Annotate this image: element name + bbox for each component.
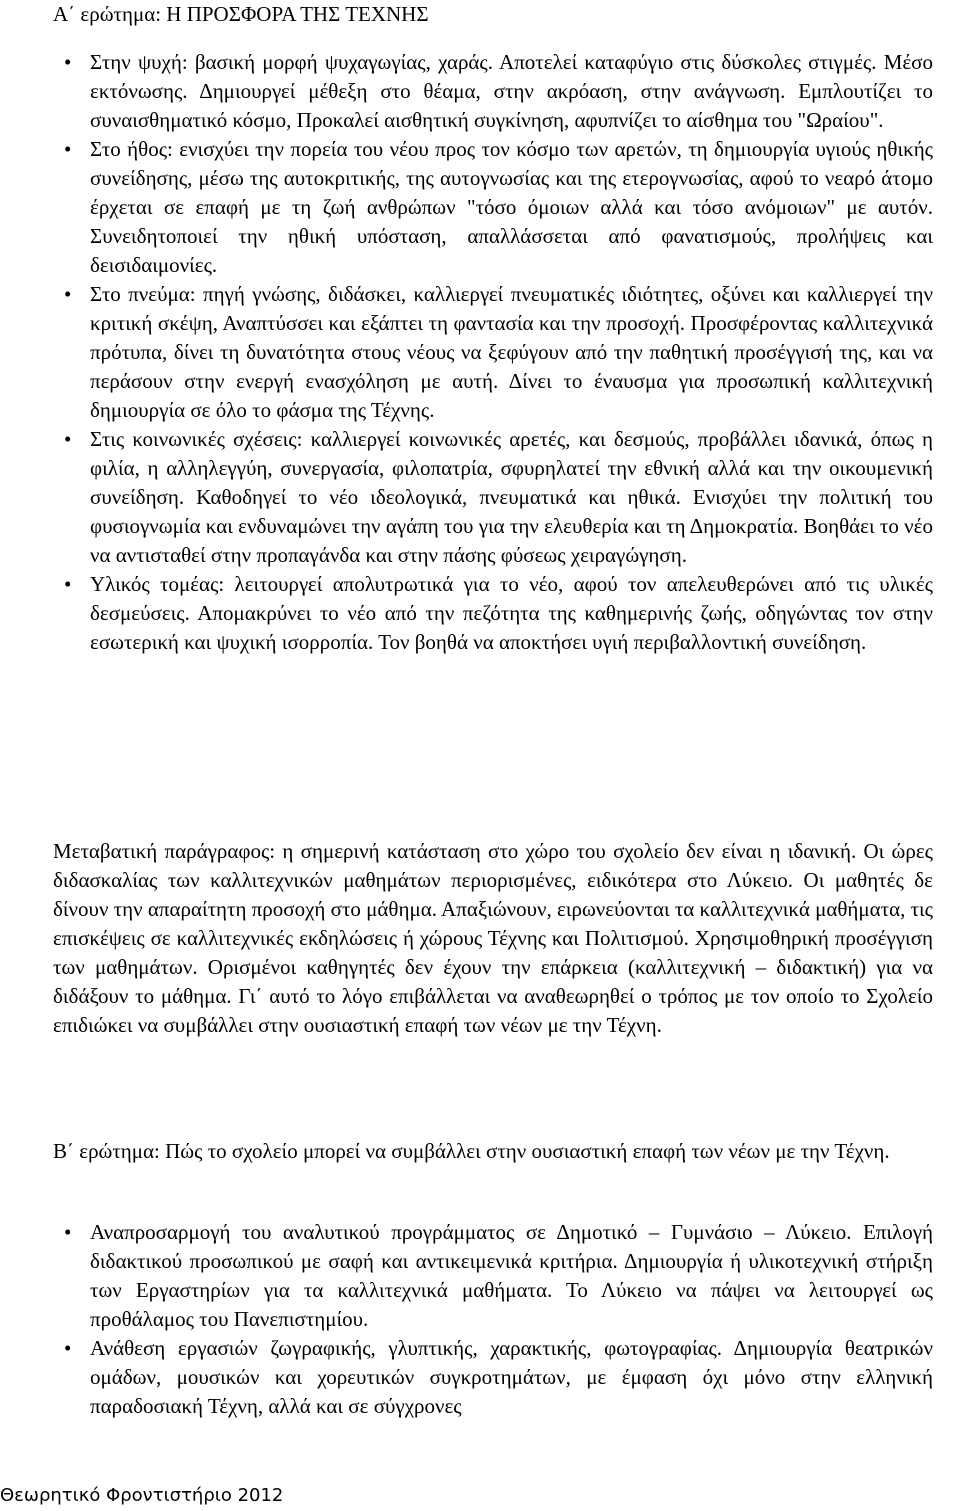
bullet-icon: • — [64, 282, 72, 306]
bullet-icon: • — [64, 1220, 72, 1244]
list-item-text: Στην ψυχή: βασική μορφή ψυχαγωγίας, χαράς. Αποτελεί καταφύγιο στις δύσκολες στιγμές. Μέσο εκτόνωσης. Δημιουργεί μέθεξη στο θέαμα, στην ακρόαση, στην ανάγνωση. Εμπλουτίζει το συναισθηματικό κόσμο, Προκαλεί αισθητική συγκίνηση, αφυπνίζει το αίσθημα του "Ωραίου". — [90, 50, 933, 132]
art-contribution-list — [53, 48, 933, 657]
transition-paragraph: Μεταβατική παράγραφος: η σημερινή κατάσταση στο χώρο του σχολείο δεν είναι η ιδανική. Οι ώρες διδασκαλίας των καλλιτεχνικών μαθημάτων περιορισμένες, ειδικότερα στο Λύκειο. Οι μαθητές δε δίνουν την απαραίτητη προσοχή στο μάθημα. Απαξιώνουν, ειρωνεύονται τα καλλιτεχνικά μαθήματα, τις επισκέψεις σε καλλιτεχνικές εκδηλώσεις ή χώρους Τέχνης και Πολιτισμού. Χρησιμοθηρική προσέγγιση των μαθημάτων. Ορισμένοι καθηγητές δεν έχουν την επάρκεια (καλλιτεχνική – διδακτική) για να διδάξουν το μάθημα. Γι΄ αυτό το λόγο επιβάλλεται να αναθεωρηθεί ο τρόπος με τον οποίο το Σχολείο επιδιώκει να συμβάλλει στην ουσιαστική επαφή των νέων με την Τέχνη. — [53, 839, 933, 1037]
list-item-text: Στο ήθος: ενισχύει την πορεία του νέου προς τον κόσμο των αρετών, τη δημιουργία υγιούς ηθικής συνείδησης, μέσω της αυτοκριτικής, της αυτογνωσίας και της ετερογνωσίας, αφού το νεαρό άτομο έρχεται σε επαφή με τη ζωή ανθρώπων "τόσο όμοιων αλλά και τόσο ανόμοιων" με αυτόν. Συνειδητοποιεί την ηθική υπόσταση, απαλλάσσεται από φανατισμούς, προλήψεις και δεισιδαιμονίες. — [90, 137, 933, 277]
question-b-heading: Β΄ ερώτημα: Πώς το σχολείο μπορεί να συμβάλλει στην ουσιαστική επαφή των νέων με την Τέχνη. — [53, 1139, 890, 1163]
list-item-curriculum — [53, 1218, 933, 1334]
school-measures-list — [53, 1218, 933, 1421]
bullet-icon: • — [64, 50, 72, 74]
question-a-heading: Α΄ ερώτημα: Η ΠΡΟΣΦΟΡΑ ΤΗΣ ΤΕΧΝΗΣ — [53, 2, 429, 26]
list-item-assignments — [53, 1334, 933, 1421]
page-footer: Θεωρητικό Φροντιστήριο 2012 — [0, 1485, 284, 1506]
bullet-icon: • — [64, 427, 72, 451]
list-item-social-relations — [53, 425, 933, 570]
list-item-ethos — [53, 135, 933, 280]
list-item-text: Αναπροσαρμογή του αναλυτικού προγράμματος σε Δημοτικό – Γυμνάσιο – Λύκειο. Επιλογή διδακτικού προσωπικού με σαφή και αντικειμενικά κριτήρια. Δημιουργία ή υλικοτεχνική στήριξη των Εργαστηρίων για τα καλλιτεχνικά μαθήματα. Το Λύκειο να πάψει να λειτουργεί ως προθάλαμος του Πανεπιστημίου. — [90, 1220, 933, 1331]
list-item-material — [53, 570, 933, 657]
list-item-text: Ανάθεση εργασιών ζωγραφικής, γλυπτικής, χαρακτικής, φωτογραφίας. Δημιουργία θεατρικών ομάδων, μουσικών και χορευτικών συγκροτημάτων, με έμφαση όχι μόνο στην ελληνική παραδοσιακή Τέχνη, αλλά και σε σύγχρονες — [90, 1336, 933, 1418]
list-item-text: Υλικός τομέας: λειτουργεί απολυτρωτικά για το νέο, αφού τον απελευθερώνει από τις υλικές δεσμεύσεις. Απομακρύνει το νέο από την πεζότητα της καθημερινής ζωής, οδηγώντας τον στην εσωτερική και ψυχική ισορροπία. Τον βοηθά να αποκτήσει υγιή περιβαλλοντική συνείδηση. — [90, 572, 933, 654]
list-item-text: Στο πνεύμα: πηγή γνώσης, διδάσκει, καλλιεργεί πνευματικές ιδιότητες, οξύνει και καλλιεργεί την κριτική σκέψη, Αναπτύσσει και εξάπτει τη φαντασία και την προσοχή. Προσφέροντας καλλιτεχνικά πρότυπα, δίνει τη δυνατότητα στους νέους να ξεφύγουν από την παθητική προσέγγισή της, και να περάσουν στην ενεργή ενασχόληση με αυτή. Δίνει το έναυσμα για προσωπική καλλιτεχνική δημιουργία σε όλο το φάσμα της Τέχνης. — [90, 282, 933, 422]
bullet-icon: • — [64, 137, 72, 161]
list-item-soul — [53, 48, 933, 135]
bullet-icon: • — [64, 1336, 72, 1360]
list-item-text: Στις κοινωνικές σχέσεις: καλλιεργεί κοινωνικές αρετές, και δεσμούς, προβάλλει ιδανικά, όπως η φιλία, η αλληλεγγύη, συνεργασία, φιλοπατρία, σφυρηλατεί την εθνική αλλά και την οικουμενική συνείδηση. Καθοδηγεί το νέο ιδεολογικά, πνευματικά και ηθικά. Ενισχύει την πολιτική του φυσιογνωμία και ενδυναμώνει την αγάπη του για την ελευθερία και τη Δημοκρατία. Βοηθάει το νέο να αντισταθεί στην προπαγάνδα και στην πάσης φύσεως χειραγώγηση. — [90, 427, 933, 567]
bullet-icon: • — [64, 572, 72, 596]
list-item-spirit — [53, 280, 933, 425]
